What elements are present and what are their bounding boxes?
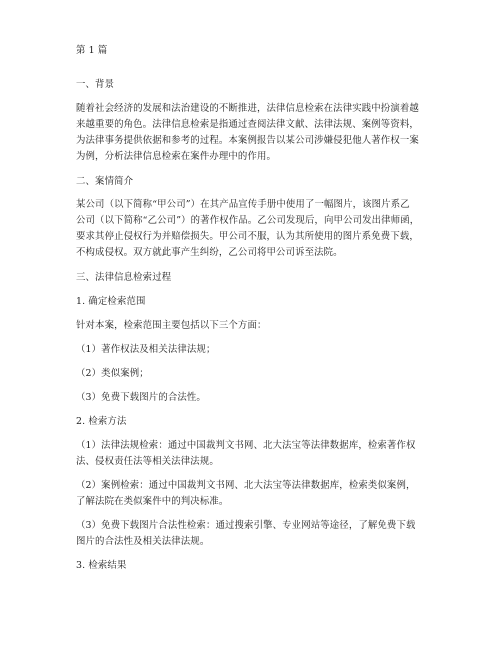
section-heading-process: 三、法律信息检索过程	[76, 272, 172, 283]
method-item-line: 法、侵权责任法等相关法律法规。	[76, 456, 219, 467]
method-item-line: （1）法律法规检索：通过中国裁判文书网、北大法宝等法律数据库，检索著作权	[76, 440, 416, 451]
list-item: （1）著作权法及相关法律法规；	[76, 344, 216, 355]
subsection-heading-result: 3. 检索结果	[76, 560, 127, 571]
method-item-line: 图片的合法性及相关法律法规。	[76, 536, 210, 547]
subsection-heading-scope: 1. 确定检索范围	[76, 296, 146, 307]
section-heading-case: 二、案情简介	[76, 176, 134, 187]
method-item-line: （2）案例检索：通过中国裁判文书网、北大法宝等法律数据库，检索类似案例，	[76, 480, 416, 491]
paragraph-line: 随着社会经济的发展和法治建设的不断推进，法律信息检索在法律实践中扮演着越	[76, 103, 419, 114]
method-item-line: （3）免费下载图片合法性检索：通过搜索引擎、专业网站等途径，了解免费下载	[76, 520, 416, 531]
scope-intro: 针对本案，检索范围主要包括以下三个方面：	[76, 320, 267, 331]
paragraph-line: 不构成侵权。双方就此事产生纠纷，乙公司将甲公司诉至法院。	[76, 247, 343, 258]
method-item-line: 了解法院在类似案件中的判决标准。	[76, 496, 229, 507]
list-item: （2）类似案例；	[76, 368, 149, 379]
section-heading-background: 一、背景	[76, 79, 115, 90]
paragraph-line: 要求其停止侵权行为并赔偿损失。甲公司不服，认为其所使用的图片系免费下载，	[76, 231, 419, 242]
paragraph-line: 公司（以下简称“乙公司”）的著作权作品。乙公司发现后，向甲公司发出律师函，	[76, 215, 420, 226]
paragraph-line: 某公司（以下简称“甲公司”）在其产品宣传手册中使用了一幅图片，该图片系乙	[76, 199, 410, 210]
part-label: 第 1 篇	[76, 45, 108, 56]
paragraph-line: 来越重要的角色。法律信息检索是指通过查阅法律文献、法律法规、案例等资料，	[76, 119, 419, 130]
paragraph-line: 为法律事务提供依据和参考的过程。本案例报告以某公司涉嫌侵犯他人著作权一案	[76, 135, 419, 146]
paragraph-line: 为例，分析法律信息检索在案件办理中的作用。	[76, 151, 277, 162]
list-item: （3）免费下载图片的合法性。	[76, 392, 206, 403]
subsection-heading-method: 2. 检索方法	[76, 416, 127, 427]
